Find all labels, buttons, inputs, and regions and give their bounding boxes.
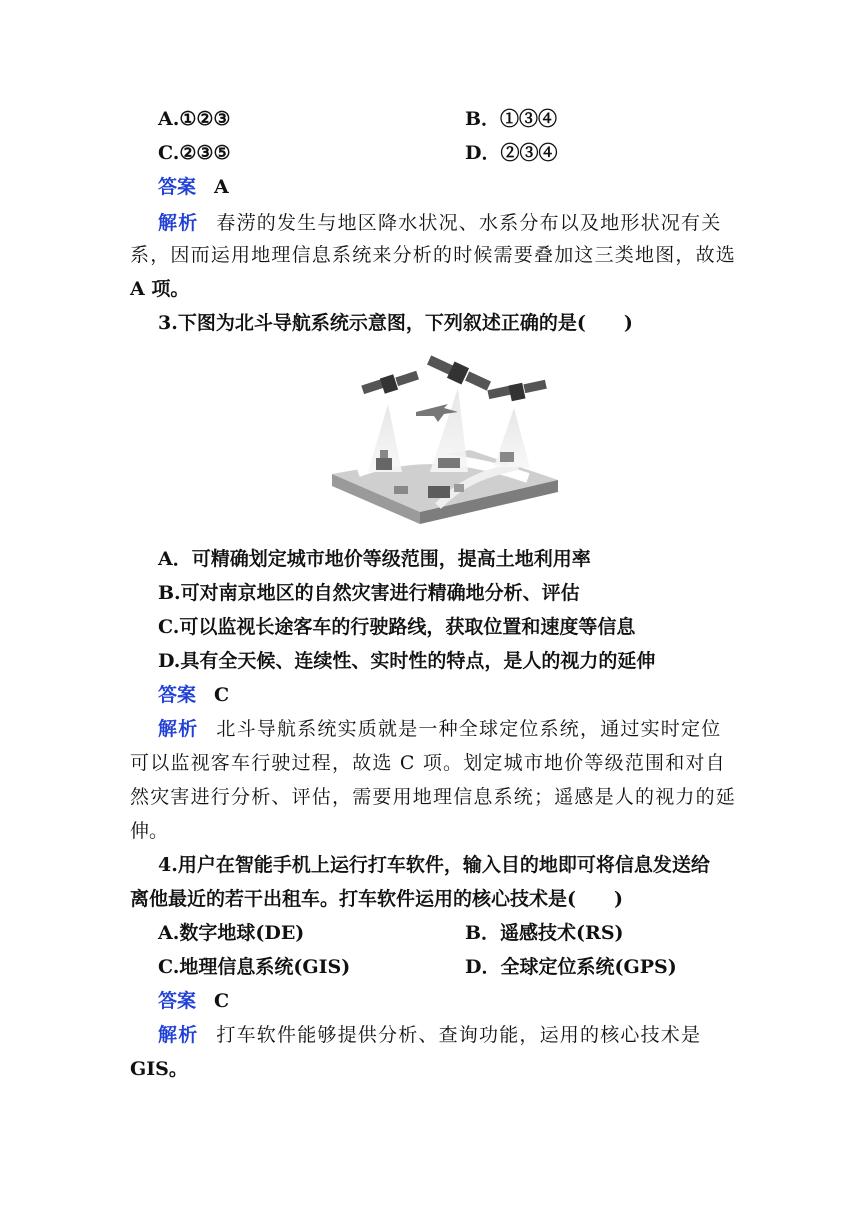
- q2-answer: A: [214, 176, 229, 198]
- q3-analysis-line-2: 可以监视客车行驶过程，故选 C 项。划定城市地价等级范围和对自: [130, 752, 726, 774]
- q4-analysis-line-1: [158, 1022, 701, 1048]
- analysis-tag: 解析: [158, 718, 199, 740]
- q2-option-b: B．①③④: [465, 108, 558, 130]
- q3-analysis-line-1: [158, 716, 721, 742]
- analysis-tag: 解析: [158, 212, 199, 234]
- q4-option-c: C.地理信息系统(GIS): [158, 956, 351, 978]
- q2-analysis-text-3: A 项。: [130, 278, 190, 300]
- q4-option-a: A.数字地球(DE): [158, 922, 305, 944]
- beidou-navigation-illustration: [318, 346, 560, 532]
- q3-analysis-text-1: 北斗导航系统实质就是一种全球定位系统，通过实时定位: [216, 718, 722, 740]
- q3-analysis-line-4: 伸。: [130, 820, 169, 842]
- q4-answer-row: [158, 988, 229, 1014]
- analysis-tag: 解析: [158, 1024, 199, 1046]
- q2-analysis-text-1: 春涝的发生与地区降水状况、水系分布以及地形状况有关: [216, 212, 722, 234]
- q3-option-a: A．可精确划定城市地价等级范围，提高土地利用率: [158, 548, 591, 570]
- q2-analysis-line-2: 系，因而运用地理信息系统来分析的时候需要叠加这三类地图，故选: [130, 244, 737, 266]
- answer-tag: 答案: [158, 176, 197, 198]
- q4-analysis-text-1: 打车软件能够提供分析、查询功能，运用的核心技术是: [216, 1024, 702, 1046]
- q2-analysis-line-3: [130, 276, 189, 302]
- q3-answer-row: [158, 682, 229, 708]
- q4-analysis-line-2: GIS。: [130, 1058, 188, 1080]
- q2-option-d: D．②③④: [465, 142, 558, 164]
- q4-answer: C: [214, 990, 230, 1012]
- q2-option-a: A.①②③: [158, 108, 231, 130]
- q4-stem-line-2: 离他最近的若干出租车。打车软件运用的核心技术是( ): [130, 888, 623, 910]
- satellite-icon: [361, 371, 419, 394]
- answer-tag: 答案: [158, 684, 197, 706]
- satellite-icon: [487, 380, 546, 401]
- q3-option-d: D.具有全天候、连续性、实时性的特点，是人的视力的延伸: [158, 650, 656, 672]
- q2-analysis-line-1: [158, 210, 721, 236]
- q4-option-b: B．遥感技术(RS): [465, 922, 624, 944]
- q2-option-c: C.②③⑤: [158, 142, 231, 164]
- q3-analysis-line-3: 然灾害进行分析、评估，需要用地理信息系统；遥感是人的视力的延: [130, 786, 737, 808]
- q3-answer: C: [214, 684, 230, 706]
- answer-tag: 答案: [158, 990, 197, 1012]
- satellite-icon: [427, 355, 491, 390]
- q4-stem-line-1: 4.用户在智能手机上运行打车软件，输入目的地即可将信息发送给: [158, 854, 710, 876]
- q4-option-d: D．全球定位系统(GPS): [465, 956, 677, 978]
- q3-option-b: B.可对南京地区的自然灾害进行精确地分析、评估: [158, 582, 580, 604]
- q3-stem: 3.下图为北斗导航系统示意图，下列叙述正确的是( ): [158, 312, 633, 334]
- q2-answer-row: [158, 174, 229, 200]
- q3-option-c: C.可以监视长途客车的行驶路线，获取位置和速度等信息: [158, 616, 636, 638]
